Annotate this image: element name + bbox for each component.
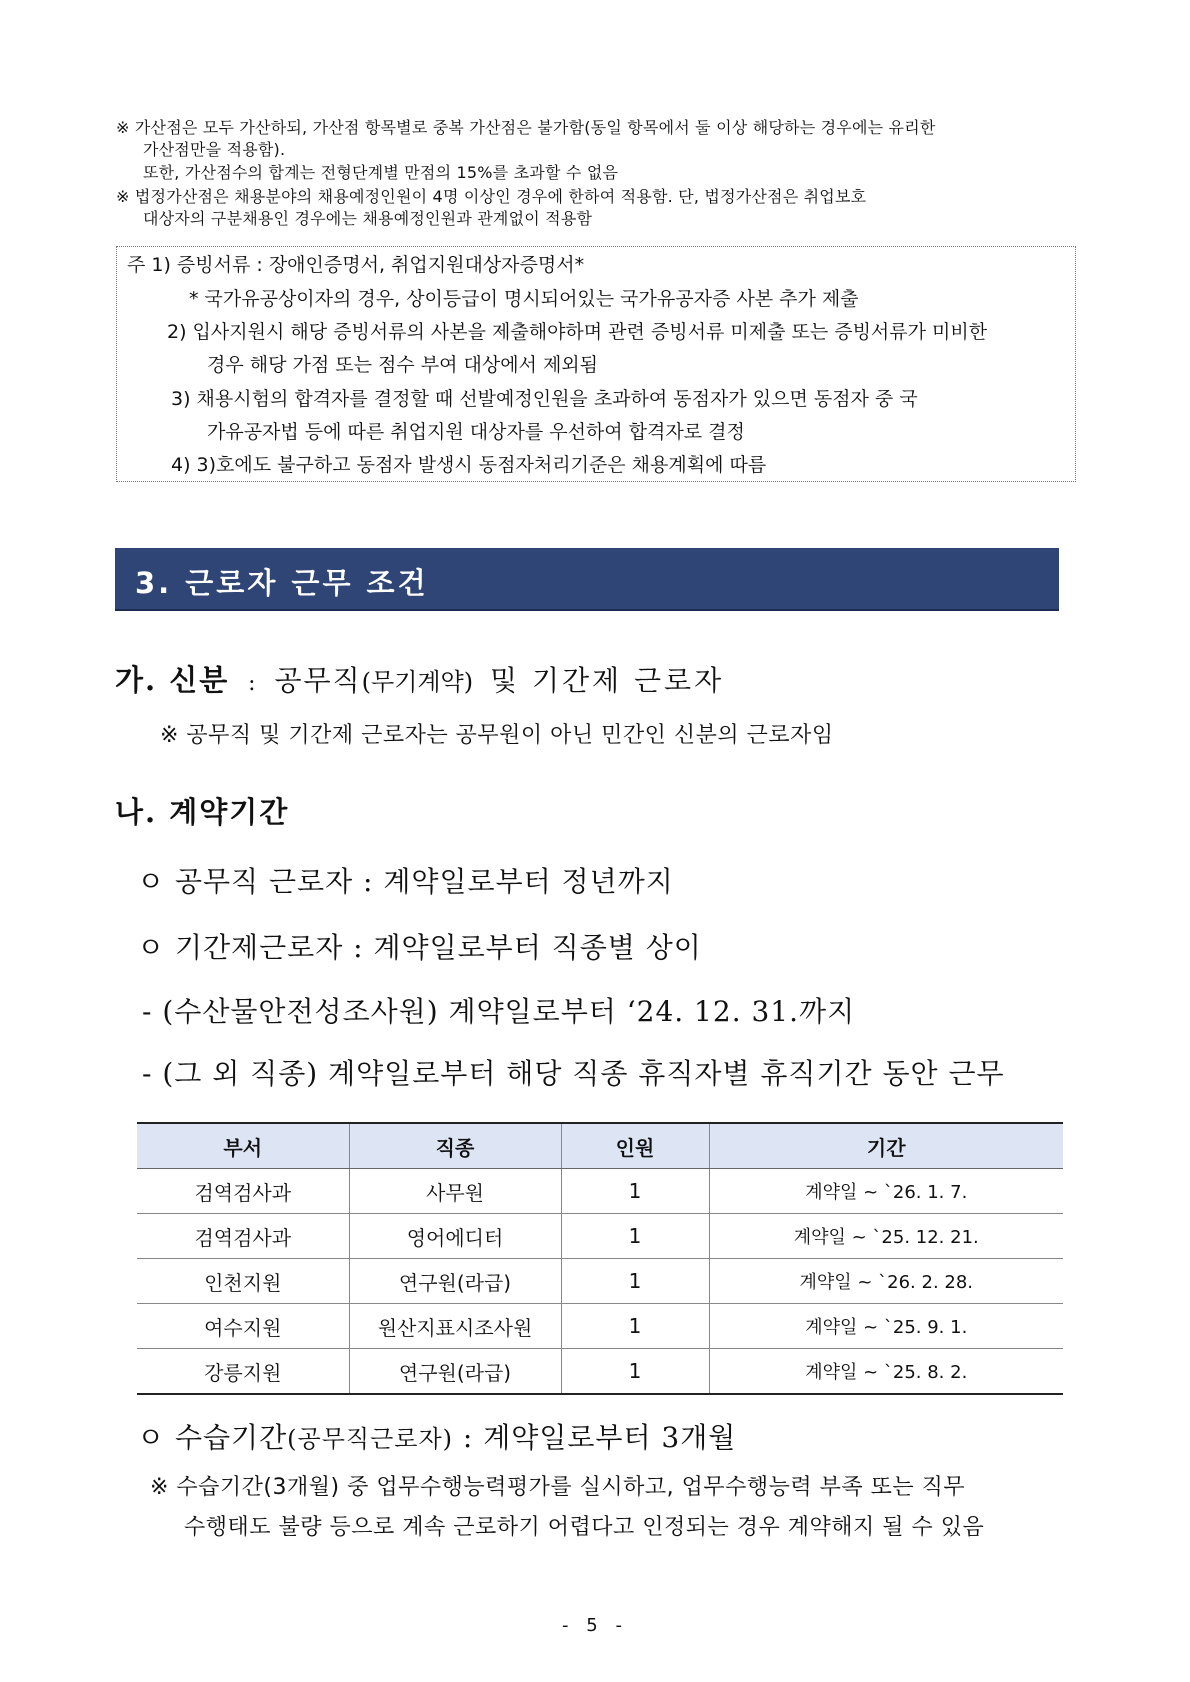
table-cell: 인천지원 bbox=[137, 1259, 349, 1304]
table-cell: 검역검사과 bbox=[137, 1169, 349, 1214]
table-cell: 계약일 ~ `25. 9. 1. bbox=[709, 1304, 1063, 1349]
table-header: 기간 bbox=[709, 1123, 1063, 1169]
footnote-line: 가유공자법 등에 따른 취업지원 대상자를 우선하여 합격자로 결정 bbox=[207, 421, 745, 443]
footnote-line: 3) 채용시험의 합격자를 결정할 때 선발예정인원을 초과하여 동점자가 있으면 동점자 중 국 bbox=[171, 388, 918, 410]
table-header: 직종 bbox=[349, 1123, 561, 1169]
table-cell: 연구원(라급) bbox=[349, 1259, 561, 1304]
page-number: - 5 - bbox=[562, 1615, 628, 1636]
table-cell: 1 bbox=[561, 1349, 709, 1395]
probation-value: : 계약일로부터 3개월 bbox=[462, 1421, 737, 1454]
table-cell: 계약일 ~ `26. 1. 7. bbox=[709, 1169, 1063, 1214]
section-title: 3. 근로자 근무 조건 bbox=[135, 566, 429, 600]
footnote-box bbox=[116, 246, 1076, 482]
table-cell: 검역검사과 bbox=[137, 1214, 349, 1259]
table-row bbox=[137, 1214, 1063, 1259]
bullet-line: ㅇ 기간제근로자 : 계약일로부터 직종별 상이 bbox=[137, 931, 702, 964]
table-cell: 1 bbox=[561, 1214, 709, 1259]
probation-note: ※ 수습기간(3개월) 중 업무수행능력평가를 실시하고, 업무수행능력 부족 또는 직무 bbox=[150, 1475, 966, 1500]
table-cell: 계약일 ~ `26. 2. 28. bbox=[709, 1259, 1063, 1304]
status-value-rest: 및 기간제 근로자 bbox=[490, 664, 725, 697]
note-line: 또한, 가산점수의 합계는 전형단계별 만점의 15%를 초과할 수 없음 bbox=[143, 163, 619, 182]
colon: : bbox=[248, 671, 256, 696]
probation-line bbox=[137, 1416, 736, 1456]
footnote-line: * 국가유공상이자의 경우, 상이등급이 명시되어있는 국가유공자증 사본 추가 제출 bbox=[189, 288, 859, 310]
table-cell: 사무원 bbox=[349, 1169, 561, 1214]
table-row bbox=[137, 1349, 1063, 1395]
dash-line: - (수산물안전성조사원) 계약일로부터 ‘24. 12. 31.까지 bbox=[142, 995, 856, 1028]
footnote-line: 경우 해당 가점 또는 점수 부여 대상에서 제외됨 bbox=[207, 354, 599, 376]
section-na-title: 나. 계약기간 bbox=[115, 795, 290, 829]
footnote-line: 주 1) 증빙서류 : 장애인증명서, 취업지원대상자증명서* bbox=[127, 254, 585, 276]
probation-note: 수행태도 불량 등으로 계속 근로하기 어렵다고 인정되는 경우 계약해지 될 수 있음 bbox=[184, 1515, 985, 1540]
table-cell: 영어에디터 bbox=[349, 1214, 561, 1259]
section-ga bbox=[115, 658, 724, 699]
dash-line: - (그 외 직종) 계약일로부터 해당 직종 휴직자별 휴직기간 동안 근무 bbox=[142, 1057, 1005, 1090]
status-value: 공무직 bbox=[274, 664, 362, 697]
table-row bbox=[137, 1259, 1063, 1304]
note-line: 대상자의 구분채용인 경우에는 채용예정인원과 관계없이 적용함 bbox=[143, 209, 593, 228]
footnote-line: 2) 입사지원시 해당 증빙서류의 사본을 제출해야하며 관련 증빙서류 미제출 또는 증빙서류가 미비한 bbox=[167, 321, 988, 343]
probation-paren: (공무직근로자) bbox=[287, 1425, 453, 1453]
section-banner bbox=[115, 548, 1059, 611]
table-cell: 1 bbox=[561, 1259, 709, 1304]
table-cell: 연구원(라급) bbox=[349, 1349, 561, 1395]
section-ga-title: 가. 신분 bbox=[115, 663, 230, 697]
table-header: 인원 bbox=[561, 1123, 709, 1169]
table-cell: 원산지표시조사원 bbox=[349, 1304, 561, 1349]
probation-label: ㅇ 수습기간 bbox=[137, 1421, 288, 1454]
note-line: 가산점만을 적용함). bbox=[143, 140, 286, 159]
table-row bbox=[137, 1169, 1063, 1214]
table-header-row bbox=[137, 1123, 1063, 1169]
table-row bbox=[137, 1304, 1063, 1349]
table-cell: 1 bbox=[561, 1304, 709, 1349]
status-value-paren: (무기계약) bbox=[361, 668, 474, 696]
note-line: ※ 가산점은 모두 가산하되, 가산점 항목별로 중복 가산점은 불가함(동일 항목에서 둘 이상 해당하는 경우에는 유리한 bbox=[116, 118, 936, 137]
footnote-line: 4) 3)호에도 불구하고 동점자 발생시 동점자처리기준은 채용계획에 따름 bbox=[171, 454, 767, 476]
note-line: ※ 법정가산점은 채용분야의 채용예정인원이 4명 이상인 경우에 한하여 적용함. 단, 법정가산점은 취업보호 bbox=[116, 187, 867, 206]
table-cell: 여수지원 bbox=[137, 1304, 349, 1349]
table-cell: 1 bbox=[561, 1169, 709, 1214]
table-cell: 계약일 ~ `25. 12. 21. bbox=[709, 1214, 1063, 1259]
bullet-line: ㅇ 공무직 근로자 : 계약일로부터 정년까지 bbox=[137, 865, 674, 898]
table-header: 부서 bbox=[137, 1123, 349, 1169]
table-cell: 강릉지원 bbox=[137, 1349, 349, 1395]
section-ga-note: ※ 공무직 및 기간제 근로자는 공무원이 아닌 민간인 신분의 근로자임 bbox=[160, 723, 834, 748]
contract-table bbox=[137, 1122, 1063, 1395]
table-cell: 계약일 ~ `25. 8. 2. bbox=[709, 1349, 1063, 1395]
